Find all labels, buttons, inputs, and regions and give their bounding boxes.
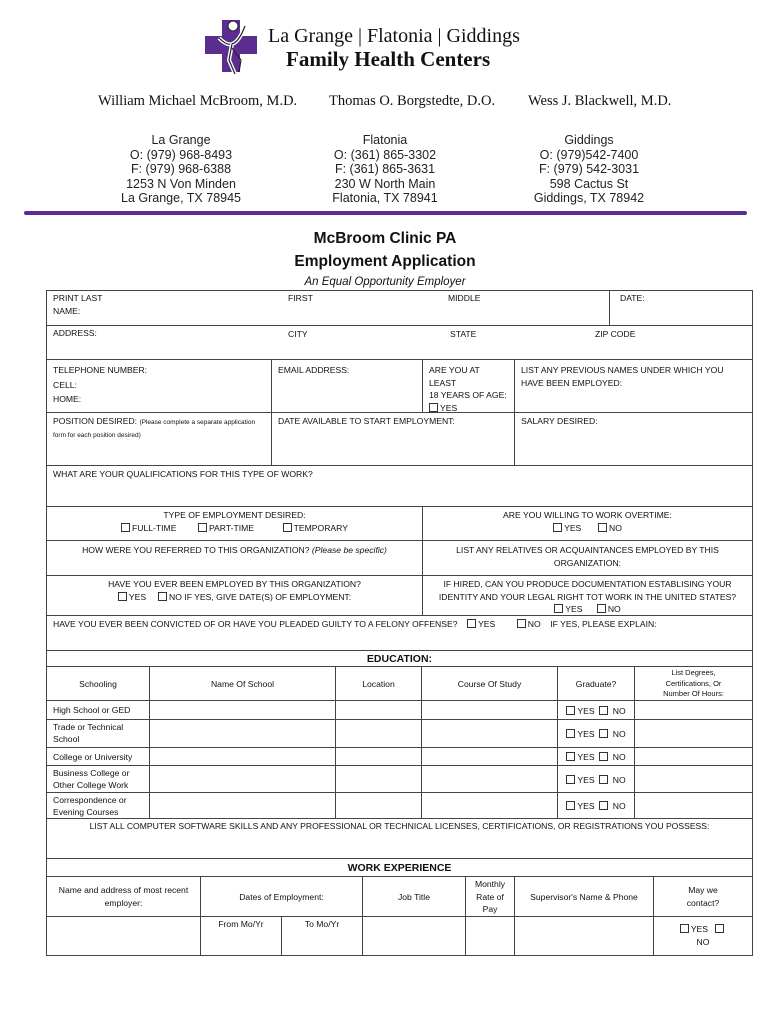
- graduate-no-checkbox[interactable]: [599, 752, 608, 761]
- doctor-name: Thomas O. Borgstedte, D.O.: [329, 93, 496, 109]
- felony-field[interactable]: HAVE YOU EVER BEEN CONVICTED OF OR HAVE YOU PLEADED GUILTY TO A FELONY OFFENSE? YES NO IF YES, PLEASE EXPLAIN:: [46, 615, 753, 651]
- schooling-cell: [46, 765, 150, 793]
- location-input[interactable]: [335, 765, 422, 793]
- to-date-input[interactable]: To Mo/Yr: [281, 916, 363, 956]
- name-field[interactable]: PRINT LAST NAME:: [46, 290, 610, 326]
- graduate-yes-checkbox[interactable]: [566, 729, 575, 738]
- skills-field[interactable]: LIST ALL COMPUTER SOFTWARE SKILLS AND ANY PROFESSIONAL OR TECHNICAL LICENSES, CERTIFICATIONS, OR REGISTRATIONS YOU POSSESS:: [46, 818, 753, 859]
- degrees-header: List Degrees, Certifications, Or Number Of Hours:: [634, 666, 753, 701]
- employer-input[interactable]: [46, 916, 201, 956]
- degrees-input[interactable]: [634, 765, 753, 793]
- address-field[interactable]: ADDRESS:: [46, 325, 753, 360]
- age-yes-checkbox[interactable]: [429, 403, 438, 412]
- supervisor-input[interactable]: [514, 916, 654, 956]
- yes-label: YES: [577, 801, 595, 811]
- location-header: Location: [335, 666, 422, 701]
- school-name-input[interactable]: [149, 747, 336, 766]
- state-label: STATE: [450, 329, 477, 339]
- felony-no-checkbox[interactable]: [517, 619, 526, 628]
- clinic-logo: [205, 16, 261, 76]
- location-input[interactable]: [335, 719, 422, 748]
- telephone-field[interactable]: TELEPHONE NUMBER: CELL: HOME:: [46, 359, 272, 413]
- start-date-field[interactable]: DATE AVAILABLE TO START EMPLOYMENT:: [271, 412, 515, 466]
- schooling-label: School: [53, 734, 80, 744]
- qualifications-field[interactable]: WHAT ARE YOUR QUALIFICATIONS FOR THIS TYPE OF WORK?: [46, 465, 753, 507]
- school-name-input[interactable]: [149, 700, 336, 720]
- course-input[interactable]: [421, 719, 558, 748]
- previous-names-field[interactable]: LIST ANY PREVIOUS NAMES UNDER WHICH YOU HAVE BEEN EMPLOYED:: [514, 359, 753, 413]
- age-question: ARE YOU AT LEAST 18 YEARS OF AGE: YES: [422, 359, 515, 413]
- graduate-cell: [557, 792, 635, 819]
- from-date-input[interactable]: From Mo/Yr: [200, 916, 282, 956]
- graduate-cell: [557, 765, 635, 793]
- no-label: NO: [612, 775, 626, 785]
- education-heading: EDUCATION:: [46, 650, 753, 667]
- location-input[interactable]: [335, 747, 422, 766]
- location-input[interactable]: [335, 792, 422, 819]
- form-title: McBroom Clinic PA: [313, 230, 457, 247]
- yes-label: YES: [577, 775, 595, 785]
- school-name-input[interactable]: [149, 719, 336, 748]
- form-tagline: An Equal Opportunity Employer: [304, 276, 466, 288]
- schooling-label: Trade or Technical: [53, 722, 124, 732]
- no-label: NO: [612, 752, 626, 762]
- overtime-no-checkbox[interactable]: [598, 523, 607, 532]
- job-title-header: Job Title: [362, 876, 466, 917]
- form-subtitle: Employment Application: [294, 253, 476, 270]
- graduate-yes-checkbox[interactable]: [566, 752, 575, 761]
- graduate-cell: [557, 747, 635, 766]
- office-address: La Grange O: (979) 968-8493 F: (979) 968-6388 1253 N Von Minden La Grange, TX 78945: [121, 133, 241, 205]
- documentation-no-checkbox[interactable]: [597, 604, 606, 613]
- full-time-checkbox[interactable]: [121, 523, 130, 532]
- graduate-yes-checkbox[interactable]: [566, 801, 575, 810]
- course-input[interactable]: [421, 792, 558, 819]
- employer-header: Name and address of most recent employer:: [46, 876, 201, 917]
- no-label: NO: [612, 706, 626, 716]
- pay-rate-header: Monthly Rate of Pay: [465, 876, 515, 917]
- graduate-yes-checkbox[interactable]: [566, 775, 575, 784]
- graduate-no-checkbox[interactable]: [599, 729, 608, 738]
- degrees-input[interactable]: [634, 792, 753, 819]
- graduate-no-checkbox[interactable]: [599, 706, 608, 715]
- contact-header: May we contact?: [653, 876, 753, 917]
- felony-yes-checkbox[interactable]: [467, 619, 476, 628]
- school-name-input[interactable]: [149, 792, 336, 819]
- schooling-label: High School or GED: [53, 705, 131, 715]
- prior-no-checkbox[interactable]: [158, 592, 167, 601]
- contact-no-checkbox[interactable]: [715, 924, 724, 933]
- yes-label: YES: [577, 752, 595, 762]
- dates-header: Dates of Employment:: [200, 876, 363, 917]
- position-field[interactable]: POSITION DESIRED: (Please complete a separate application form for each position desired): [46, 412, 272, 466]
- prior-yes-checkbox[interactable]: [118, 592, 127, 601]
- doctor-name: William Michael McBroom, M.D.: [98, 93, 298, 109]
- course-input[interactable]: [421, 700, 558, 720]
- email-field[interactable]: EMAIL ADDRESS:: [271, 359, 423, 413]
- graduate-header: Graduate?: [557, 666, 635, 701]
- schooling-header: Schooling: [46, 666, 150, 701]
- degrees-input[interactable]: [634, 719, 753, 748]
- date-field[interactable]: DATE:: [609, 290, 753, 326]
- graduate-no-checkbox[interactable]: [599, 775, 608, 784]
- location-input[interactable]: [335, 700, 422, 720]
- locations-line: La Grange | Flatonia | Giddings: [268, 25, 520, 47]
- pay-rate-input[interactable]: [465, 916, 515, 956]
- city-label: CITY: [288, 329, 308, 339]
- contact-permission: YES NO: [653, 916, 753, 956]
- overtime-field: ARE YOU WILLING TO WORK OVERTIME: YES NO: [422, 506, 753, 541]
- office-address: Giddings O: (979)542-7400 F: (979) 542-3031 598 Cactus St Giddings, TX 78942: [533, 133, 645, 205]
- schooling-label: Other College Work: [53, 780, 129, 790]
- supervisor-header: Supervisor's Name & Phone: [514, 876, 654, 917]
- documentation-yes-checkbox[interactable]: [554, 604, 563, 613]
- documentation-field: IF HIRED, CAN YOU PRODUCE DOCUMENTATION ESTABLISING YOUR IDENTITY AND YOUR LEGAL RIGHT TOT WORK IN THE UNITED STATES? YES NO: [422, 575, 753, 616]
- doctor-name: Wess J. Blackwell, M.D.: [528, 93, 672, 109]
- schooling-cell: [46, 719, 150, 748]
- schooling-label: Evening Courses: [53, 807, 119, 817]
- part-time-checkbox[interactable]: [198, 523, 207, 532]
- prior-employment-field: HAVE YOU EVER BEEN EMPLOYED BY THIS ORGANIZATION? YES NO IF YES, GIVE DATE(S) OF EMPLOYMENT:: [46, 575, 423, 616]
- schooling-label: College or University: [53, 752, 133, 762]
- schooling-cell: [46, 792, 150, 819]
- graduate-yes-checkbox[interactable]: [566, 706, 575, 715]
- schooling-cell: [46, 747, 150, 766]
- job-title-input[interactable]: [362, 916, 466, 956]
- school-name-header: Name Of School: [149, 666, 336, 701]
- middle-name-label: MIDDLE: [448, 293, 481, 303]
- overtime-yes-checkbox[interactable]: [553, 523, 562, 532]
- zip-label: ZIP CODE: [595, 329, 636, 339]
- degrees-input[interactable]: [634, 747, 753, 766]
- schooling-label: Business College or: [53, 768, 130, 778]
- salary-field[interactable]: SALARY DESIRED:: [514, 412, 753, 466]
- schooling-label: Correspondence or: [53, 795, 127, 805]
- graduate-no-checkbox[interactable]: [599, 801, 608, 810]
- org-name: Family Health Centers: [286, 47, 491, 71]
- course-header: Course Of Study: [421, 666, 558, 701]
- referral-field[interactable]: HOW WERE YOU REFERRED TO THIS ORGANIZATION? (Please be specific): [46, 540, 423, 576]
- degrees-input[interactable]: [634, 700, 753, 720]
- no-label: NO: [612, 729, 626, 739]
- contact-yes-checkbox[interactable]: [680, 924, 689, 933]
- school-name-input[interactable]: [149, 765, 336, 793]
- employment-type-field: TYPE OF EMPLOYMENT DESIRED: FULL-TIME PART-TIME TEMPORARY: [46, 506, 423, 541]
- no-label: NO: [612, 801, 626, 811]
- graduate-cell: [557, 719, 635, 748]
- course-input[interactable]: [421, 765, 558, 793]
- work-heading: WORK EXPERIENCE: [46, 858, 753, 877]
- relatives-field[interactable]: LIST ANY RELATIVES OR ACQUAINTANCES EMPLOYED BY THIS ORGANIZATION:: [422, 540, 753, 576]
- schooling-cell: [46, 700, 150, 720]
- first-name-label: FIRST: [288, 293, 313, 303]
- yes-label: YES: [577, 729, 595, 739]
- course-input[interactable]: [421, 747, 558, 766]
- header-divider: [24, 211, 747, 215]
- graduate-cell: [557, 700, 635, 720]
- office-address: Flatonia O: (361) 865-3302 F: (361) 865-3631 230 W North Main Flatonia, TX 78941: [332, 133, 438, 205]
- yes-label: YES: [577, 706, 595, 716]
- temporary-checkbox[interactable]: [283, 523, 292, 532]
